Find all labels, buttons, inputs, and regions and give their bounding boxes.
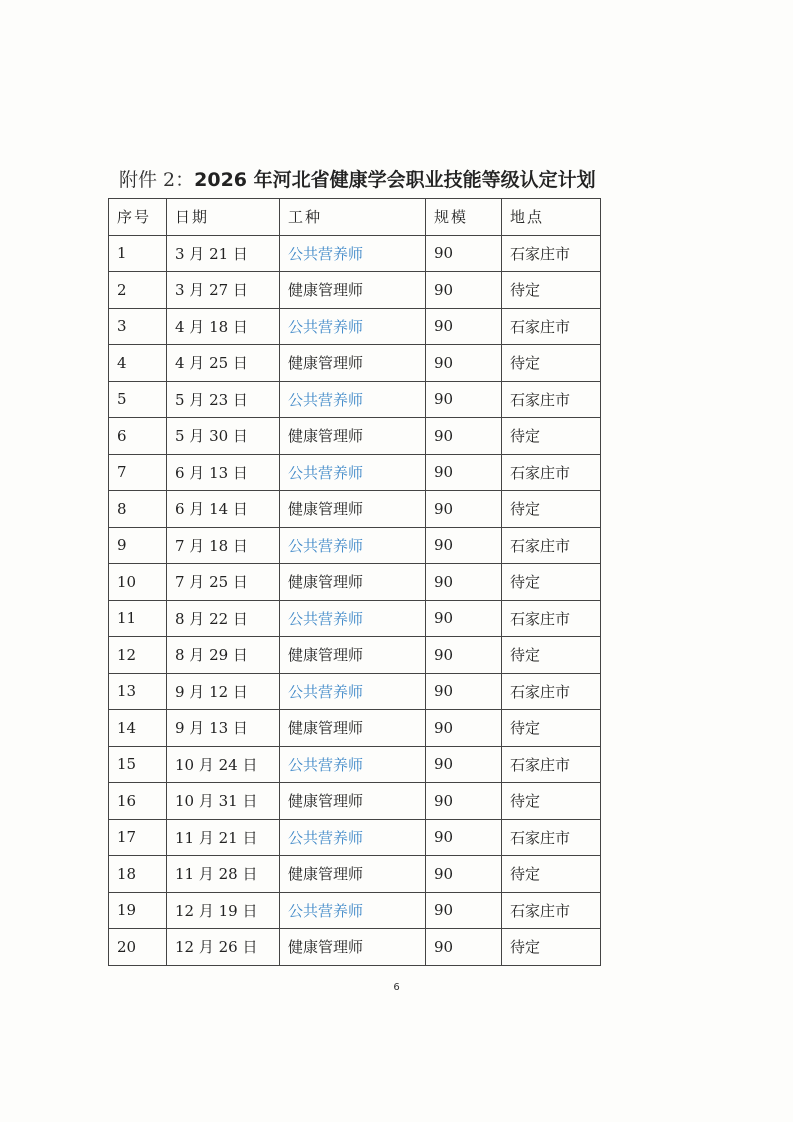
table-row — [109, 856, 601, 893]
cell-job-type: 公共营养师 — [280, 746, 426, 783]
table-row — [109, 819, 601, 856]
cell-job-type: 健康管理师 — [280, 856, 426, 893]
cell-job-type: 公共营养师 — [280, 600, 426, 637]
cell-date: 9 月 12 日 — [167, 673, 280, 710]
cell-location: 待定 — [502, 637, 601, 674]
cell-date: 6 月 14 日 — [167, 491, 280, 528]
cell-index: 16 — [109, 783, 167, 820]
cell-scale: 90 — [426, 746, 502, 783]
cell-location: 石家庄市 — [502, 527, 601, 564]
cell-date: 5 月 23 日 — [167, 381, 280, 418]
cell-date: 11 月 21 日 — [167, 819, 280, 856]
table-row — [109, 746, 601, 783]
table-row — [109, 272, 601, 309]
cell-index: 6 — [109, 418, 167, 455]
cell-location: 石家庄市 — [502, 381, 601, 418]
cell-index: 14 — [109, 710, 167, 747]
cell-location: 石家庄市 — [502, 673, 601, 710]
cell-scale: 90 — [426, 381, 502, 418]
cell-index: 17 — [109, 819, 167, 856]
cell-date: 6 月 13 日 — [167, 454, 280, 491]
cell-scale: 90 — [426, 929, 502, 966]
table-row — [109, 527, 601, 564]
cell-location: 石家庄市 — [502, 746, 601, 783]
cell-location: 待定 — [502, 929, 601, 966]
table-row — [109, 637, 601, 674]
cell-location: 待定 — [502, 783, 601, 820]
cell-scale: 90 — [426, 783, 502, 820]
cell-date: 11 月 28 日 — [167, 856, 280, 893]
cell-job-type: 公共营养师 — [280, 381, 426, 418]
table-row — [109, 673, 601, 710]
cell-scale: 90 — [426, 272, 502, 309]
table-header-row — [109, 199, 601, 236]
cell-location: 石家庄市 — [502, 819, 601, 856]
cell-index: 8 — [109, 491, 167, 528]
cell-date: 4 月 18 日 — [167, 308, 280, 345]
cell-scale: 90 — [426, 892, 502, 929]
cell-scale: 90 — [426, 527, 502, 564]
cell-job-type: 健康管理师 — [280, 418, 426, 455]
page-number: 6 — [393, 982, 400, 993]
cell-scale: 90 — [426, 308, 502, 345]
title-main: 2026 年河北省健康学会职业技能等级认定计划 — [194, 169, 596, 191]
cell-date: 4 月 25 日 — [167, 345, 280, 382]
cell-scale: 90 — [426, 491, 502, 528]
cell-job-type: 健康管理师 — [280, 929, 426, 966]
cell-job-type: 健康管理师 — [280, 710, 426, 747]
cell-job-type: 公共营养师 — [280, 673, 426, 710]
table-row — [109, 418, 601, 455]
cell-date: 10 月 24 日 — [167, 746, 280, 783]
table-row — [109, 564, 601, 601]
cell-location: 待定 — [502, 272, 601, 309]
cell-location: 石家庄市 — [502, 308, 601, 345]
cell-index: 20 — [109, 929, 167, 966]
cell-index: 18 — [109, 856, 167, 893]
header-date: 日期 — [167, 199, 280, 236]
cell-job-type: 健康管理师 — [280, 564, 426, 601]
cell-date: 8 月 22 日 — [167, 600, 280, 637]
cell-location: 待定 — [502, 491, 601, 528]
cell-job-type: 公共营养师 — [280, 819, 426, 856]
cell-date: 9 月 13 日 — [167, 710, 280, 747]
table-row — [109, 929, 601, 966]
cell-index: 2 — [109, 272, 167, 309]
cell-index: 4 — [109, 345, 167, 382]
header-job-type: 工种 — [280, 199, 426, 236]
cell-index: 19 — [109, 892, 167, 929]
cell-date: 8 月 29 日 — [167, 637, 280, 674]
cell-scale: 90 — [426, 673, 502, 710]
cell-index: 13 — [109, 673, 167, 710]
cell-index: 12 — [109, 637, 167, 674]
cell-location: 待定 — [502, 856, 601, 893]
cell-job-type: 公共营养师 — [280, 892, 426, 929]
cell-job-type: 健康管理师 — [280, 345, 426, 382]
table-row — [109, 454, 601, 491]
title-prefix: 附件 2： — [119, 169, 195, 191]
cell-scale: 90 — [426, 819, 502, 856]
cell-job-type: 健康管理师 — [280, 783, 426, 820]
cell-index: 3 — [109, 308, 167, 345]
cell-location: 待定 — [502, 418, 601, 455]
table-row — [109, 710, 601, 747]
header-location: 地点 — [502, 199, 601, 236]
cell-index: 7 — [109, 454, 167, 491]
cell-job-type: 公共营养师 — [280, 308, 426, 345]
cell-index: 11 — [109, 600, 167, 637]
table-row — [109, 491, 601, 528]
cell-scale: 90 — [426, 235, 502, 272]
table-row — [109, 892, 601, 929]
cell-scale: 90 — [426, 454, 502, 491]
cell-index: 5 — [109, 381, 167, 418]
cell-scale: 90 — [426, 564, 502, 601]
certification-plan-table — [108, 198, 601, 966]
cell-location: 待定 — [502, 564, 601, 601]
cell-index: 10 — [109, 564, 167, 601]
table-row — [109, 235, 601, 272]
cell-job-type: 健康管理师 — [280, 637, 426, 674]
cell-date: 10 月 31 日 — [167, 783, 280, 820]
table-body — [109, 235, 601, 965]
header-index: 序号 — [109, 199, 167, 236]
table-row — [109, 600, 601, 637]
cell-date: 3 月 21 日 — [167, 235, 280, 272]
cell-date: 5 月 30 日 — [167, 418, 280, 455]
cell-index: 1 — [109, 235, 167, 272]
cell-scale: 90 — [426, 600, 502, 637]
table-row — [109, 345, 601, 382]
cell-job-type: 健康管理师 — [280, 491, 426, 528]
document-title — [119, 167, 719, 193]
cell-index: 9 — [109, 527, 167, 564]
cell-scale: 90 — [426, 856, 502, 893]
cell-date: 12 月 26 日 — [167, 929, 280, 966]
cell-date: 7 月 25 日 — [167, 564, 280, 601]
cell-job-type: 公共营养师 — [280, 454, 426, 491]
table-row — [109, 308, 601, 345]
cell-location: 待定 — [502, 345, 601, 382]
cell-date: 12 月 19 日 — [167, 892, 280, 929]
cell-location: 石家庄市 — [502, 892, 601, 929]
cell-scale: 90 — [426, 418, 502, 455]
cell-index: 15 — [109, 746, 167, 783]
cell-scale: 90 — [426, 710, 502, 747]
cell-location: 石家庄市 — [502, 454, 601, 491]
cell-date: 3 月 27 日 — [167, 272, 280, 309]
cell-job-type: 健康管理师 — [280, 272, 426, 309]
cell-scale: 90 — [426, 637, 502, 674]
cell-job-type: 公共营养师 — [280, 527, 426, 564]
cell-location: 石家庄市 — [502, 600, 601, 637]
cell-location: 待定 — [502, 710, 601, 747]
table-row — [109, 783, 601, 820]
cell-scale: 90 — [426, 345, 502, 382]
cell-job-type: 公共营养师 — [280, 235, 426, 272]
cell-location: 石家庄市 — [502, 235, 601, 272]
header-scale: 规模 — [426, 199, 502, 236]
cell-date: 7 月 18 日 — [167, 527, 280, 564]
table-row — [109, 381, 601, 418]
